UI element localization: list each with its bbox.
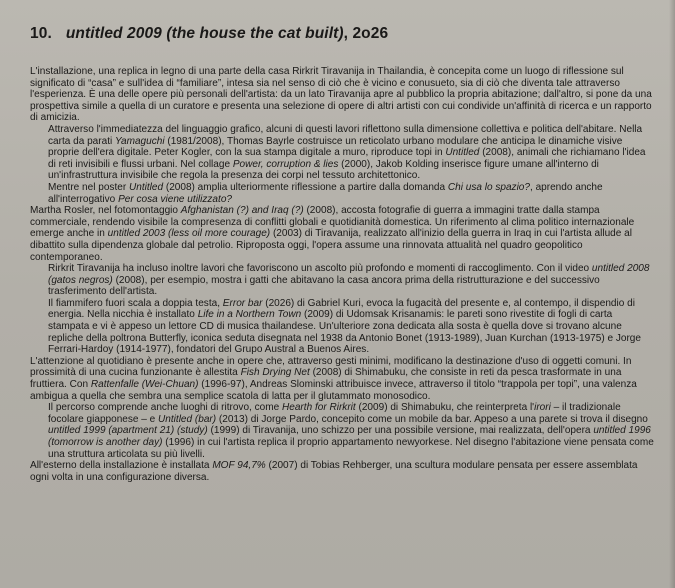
artwork-title-text: Life in a Northern Town (197, 309, 302, 321)
body-paragraph (30, 124, 655, 182)
work-year: , 2o26 (343, 25, 389, 42)
paragraph-text: – il tradizionale focolare giapponese – e (48, 402, 621, 425)
artwork-title-text: Hearth for Rirkrit (282, 402, 356, 414)
paragraph-text: , aprendo anche all'interrogativo (48, 181, 603, 205)
artwork-title-text: Fish Drying Net (240, 367, 310, 379)
body-paragraph (30, 356, 655, 402)
work-title: untitled 2009 (the house the cat built) (65, 25, 344, 42)
artwork-title-text: Per cosa viene utilizzato? (118, 193, 232, 205)
paragraph-text: All'esterno della installazione è installata (30, 460, 213, 472)
artwork-title-text: MOF 94,7% (212, 460, 266, 472)
paragraph-text: (1996) in cui l'artista replica il proprio appartamento newyorkese. Nel disegno l'abitazione viene pensata come una struttura articolata su più livelli. (48, 437, 654, 460)
paragraph-text: Rirkrit Tiravanija ha incluso inoltre lavori che favoriscono un ascolto più profondo e momenti di raccoglimento. Con il video (48, 263, 592, 275)
paragraph-text: (2000), Jakob Kolding inserisce figure umane all'interno di un'infrastruttura invisibile che regola la presenza dei corpi nel tessuto architettonico. (48, 158, 599, 182)
paragraph-text: (2007) di Tobias Rehberger, una scultura modulare pensata per essere assemblata ogni volta in una configurazione diversa. (30, 460, 638, 483)
body-paragraph (30, 66, 655, 124)
label-heading (30, 24, 655, 44)
paragraph-text: Il percorso comprende anche luoghi di ritrovo, come (48, 402, 282, 414)
paragraph-text: (2008) di Shimabuku, che consiste in reti da pesca trasformate in una fruttiera. Con (30, 367, 622, 391)
paragraph-text: Attraverso l'immediatezza del linguaggio grafico, alcuni di questi lavori riflettono sulla dimensione collettiva e politica dell'abitare. Nella carta da parati (48, 123, 643, 147)
paragraph-text: (2008), animali che richiamano l'idea di reti invisibili e flussi urbani. Nel collage (48, 147, 646, 170)
paragraph-text: (2026) di Gabriel Kuri, evoca la fugacità del presente e, al contempo, il dispendio di energia. Nella nicchia è installato (48, 297, 635, 321)
paragraph-text: (2008) amplia ulteriormente riflessione a partire dalla domanda (163, 181, 448, 193)
paragraph-text: (2008), accosta fotografie di guerra a immagini tratte dalla stampa commerciale, rendendo visibile la compresenza di conflitti globali e quotidianità domestica. Un riferimento al clima politico internazionale emerge anche in (30, 205, 635, 240)
body-paragraph (30, 182, 655, 205)
paragraph-text: Il fiammifero fuori scala a doppia testa, (48, 297, 223, 309)
artwork-title-text: untitled 1996 (tomorrow is another day) (48, 425, 651, 448)
artwork-title-text: Error bar (222, 297, 263, 309)
body-paragraph (30, 298, 655, 356)
label-body-text (30, 66, 655, 483)
paragraph-text: L'installazione, una replica in legno di una parte della casa Rirkrit Tiravanija in Thailandia, è concepita come un luogo di riflessione sul significato di “casa” e sull'idea di “familiare”, intesa sia nel senso di ciò che è vicino e conusueto, sia di ciò che diventa tale attraverso l'esperienza. È una delle opere più personali dell'artista: da un lato Tiravanija apre al pubblico la propria abitazione; dall'altro, si pone da una prospettiva simile a quella di un curatore e presenta una selezione di opere di altri artisti con cui condivide un'affinità di ricerca e un rapporto di amicizia. (30, 66, 652, 124)
body-paragraph (30, 402, 655, 460)
paragraph-text: (2013) di Jorge Pardo, concepito come un mobile da bar. Appeso a una parete si trova il disegno (216, 413, 648, 425)
body-paragraph (30, 205, 655, 263)
paragraph-text: (2008), per esempio, mostra i gatti che abitavano la casa ancora prima della ristrutturazione e del successivo trasferimento dell'artista. (48, 274, 600, 298)
paragraph-text: (2003) di Tiravanija, realizzato all'inizio della guerra in Iraq in cui l'artista allude al dibattito sulla dipendenza globale dal petrolio. Riproposta oggi, l'opera assume una rinnovata attualità nel quadro geopolitico contemporaneo. (30, 228, 632, 263)
artwork-title-text: Untitled (bar) (158, 413, 217, 425)
artwork-title-text: untitled 2003 (less oil more courage) (107, 228, 271, 240)
paragraph-text: Martha Rosler, nel fotomontaggio (30, 205, 181, 217)
body-paragraph (30, 263, 655, 298)
artwork-title-text: Yamaguchi (115, 135, 165, 147)
artwork-title-text: untitled 1999 (apartment 21) (study) (48, 425, 208, 437)
paragraph-text: Mentre nel poster (48, 181, 129, 193)
artwork-title-text: Untitled (128, 181, 164, 193)
artwork-title-text: Untitled (445, 147, 480, 159)
artwork-title-text: Power, corruption & lies (232, 158, 339, 170)
paragraph-text: (1996-97), Andreas Slominski attribuisce invece, attraverso il titolo “trappola per topi”, una valenza ambigua a quella che sembra una semplice scatola di latta per il glutammato monosodico. (30, 379, 637, 402)
body-paragraph (30, 460, 655, 483)
paragraph-text: L'attenzione al quotidiano è presente anche in opere che, attraverso gesti minimi, modificano la destinazione d'uso di oggetti comuni. In prossimità di una cucina funzionante è allestita (30, 355, 632, 379)
panel-edge-shadow (669, 0, 675, 588)
paragraph-text: (1981/2008), Thomas Bayrle costruisce un reticolato urbano modulare che anticipa le dinamiche visive proprie dell'era digitale. Peter Kogler, con la sua stampa digitale a muro, riproduce topi in (48, 135, 623, 159)
work-number: 10. (30, 25, 52, 42)
paragraph-text: (1999) di Tiravanija, uno schizzo per una possibile versione, mai realizzata, dell'opera (207, 425, 594, 437)
paragraph-text: (2009) di Udomsak Krisanamis: le pareti sono rivestite di fogli di carta stampata e vi è appeso un lettore CD di musica thailandese. Un'ulteriore zona dedicata alla sosta è quella dove si trovano alcune repliche della poltrona Butterfly, iconica seduta disegnata nel 1938 da Antonio Bonet (1913-1989), Juan Kurchan (1913-1975) e Jorge Ferrari-Hardoy (1914-1977), fondatori del Grupo Austral a Buenos Aires. (48, 309, 641, 356)
artwork-title-text: Rattenfalle (Wei-Chuan) (90, 379, 199, 391)
artwork-title-text: untitled 2008 (gatos negros) (48, 263, 650, 286)
paragraph-text: (2009) di Shimabuku, che reinterpreta l' (355, 402, 535, 414)
artwork-title-text: Chi usa lo spazio? (447, 181, 530, 193)
artwork-title-text: Afghanistan (?) and Iraq (?) (180, 205, 304, 217)
artwork-title-text: irori (534, 402, 551, 414)
